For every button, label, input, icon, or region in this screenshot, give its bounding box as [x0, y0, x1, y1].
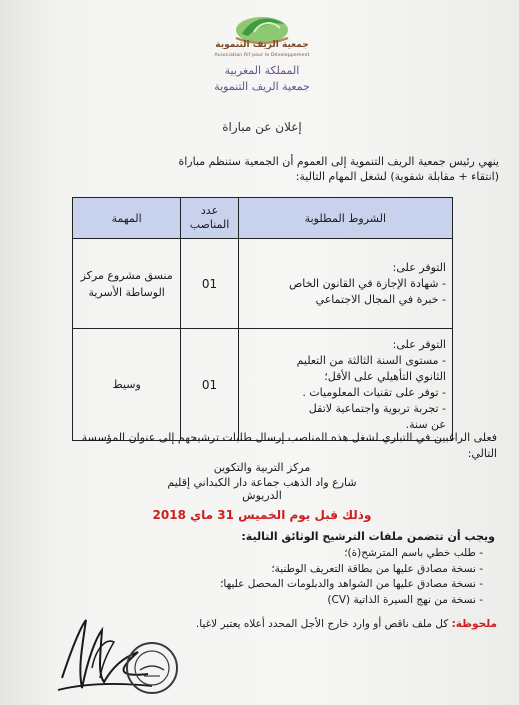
- address-center: مركز التربية والتكوين: [213, 461, 311, 474]
- logo-arabic-text: جمعية الريف التنموية: [215, 40, 309, 50]
- documents-list: [43, 546, 483, 608]
- condition-line: التوفر على:: [392, 260, 446, 274]
- note-label: ملحوظة:: [451, 618, 497, 630]
- condition-line: - شهادة الإجازة في القانون الخاص: [288, 276, 446, 290]
- official-stamp: [124, 640, 180, 696]
- application-paragraph: [37, 430, 497, 462]
- note-text: كل ملف ناقص أو وارد خارج الأجل المحدد أعلاه يعتبر لاغيا.: [195, 618, 449, 630]
- condition-line: - خبرة في المجال الاجتماعي: [315, 292, 446, 306]
- condition-line: - تجربة تربوية واجتماعية لاتقل: [308, 401, 446, 415]
- row-1-count: 01: [181, 239, 238, 329]
- application-line-2: التالي:: [467, 447, 497, 460]
- header-conditions: الشروط المطلوبة: [238, 198, 452, 239]
- application-line-1: فعلى الراغبين في التباري لشغل هذه المناصب إرسال طلبات ترشيحهم إلى عنوان المؤسسة: [81, 431, 497, 444]
- row-1-task: منسق مشروع مركز الوساطة الأسرية: [73, 239, 181, 329]
- condition-line: - مستوى السنة الثالثة من التعليم: [296, 353, 446, 367]
- row-2-task: وسيط: [73, 329, 181, 441]
- condition-line: - توفر على تقنيات المعلوميات .: [302, 385, 446, 399]
- deadline-date: وذلك قبل يوم الخميس 31 ماي 2018: [152, 508, 372, 522]
- intro-paragraph: [59, 154, 499, 184]
- table-header-row: [73, 198, 453, 239]
- table-row: [73, 329, 453, 441]
- documents-title: ويجب أن تتضمن ملفات الترشيح الوثائق التالية:: [241, 530, 495, 543]
- intro-line-2: (انتقاء + مقابلة شفوية) لشغل المهام التالية:: [295, 170, 499, 183]
- condition-line: عن سنة.: [405, 417, 446, 431]
- header-task: المهمة: [73, 198, 181, 239]
- positions-table: [72, 197, 453, 441]
- association-title: جمعية الريف التنموية: [214, 80, 310, 93]
- address-street: شارع واد الذهب جماعة دار الكبداني إقليم الدريوش: [167, 476, 357, 502]
- condition-line: الثانوي التأهيلي على الأقل؛: [324, 369, 446, 383]
- row-2-conditions: [238, 329, 452, 441]
- list-item: - نسخة من نهج السيرة الذاتية (CV): [327, 593, 483, 606]
- header-count: [181, 198, 238, 239]
- table-row: [73, 239, 453, 329]
- list-item: - نسخة مصادق عليها من بطاقة التعريف الوطنية؛: [271, 562, 483, 575]
- row-2-count: 01: [181, 329, 238, 441]
- row-1-conditions: [238, 239, 452, 329]
- kingdom-title: المملكة المغربية: [224, 64, 300, 77]
- header-count-label: عدد المناصب: [189, 204, 230, 231]
- list-item: - طلب خطي باسم المترشح(ة)؛: [344, 547, 483, 559]
- announcement-heading: إعلان عن مباراة: [222, 120, 302, 134]
- logo-french-text: Association Rif pour le Développement: [214, 53, 310, 58]
- list-item: - نسخة مصادق عليها من الشواهد والدبلومات المحصل عليها؛: [220, 578, 483, 590]
- condition-line: التوفر على:: [392, 337, 446, 351]
- intro-line-1: ينهي رئيس جمعية الريف التنموية إلى العموم أن الجمعية ستنظم مباراة: [178, 155, 499, 168]
